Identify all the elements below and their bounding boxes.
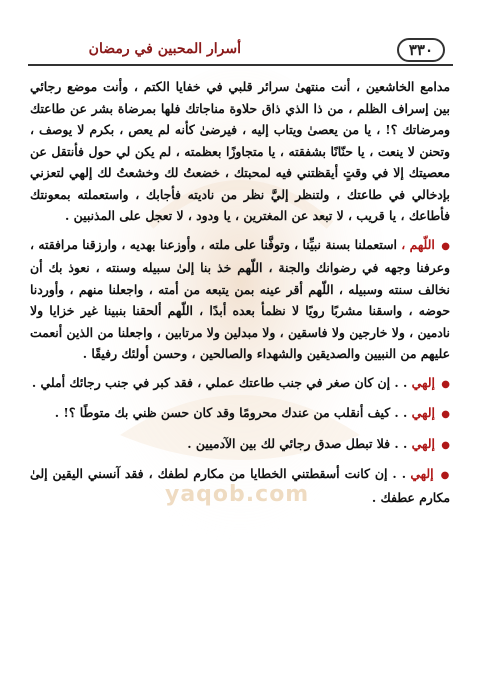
- invocation-item: [30, 463, 450, 508]
- dua-lead: اللّهم ،: [401, 236, 435, 252]
- invocation-text: . . إن كانت أسقطتني الخطايا من مكارم لطفك ، فقد آنسني اليقين إلىٰ مكارم عطفك .: [30, 466, 450, 505]
- invocation-text: . . كيف أنقلب من عندك محرومًا وقد كان حسن ظني بك متوطًا ؟! .: [54, 405, 412, 420]
- invocation-text: . . إن كان صغر في جنب طاعتك عملي ، فقد كبر في جنب رجائك أملي .: [31, 374, 412, 390]
- invocation-item: [30, 433, 450, 457]
- body-paragraph: مدامع الخاشعين ، أنت منتهىٰ سرائر قلبي في خفايا الكتم ، وأنت موضع رجائي بين إسراف الظلم ، من ذا الذي ذاق حلاوة مناجاتك فلها بمرضاة بشر عن طاعتك ومرضاتك ؟! ، يا من يعصىٰ ويتاب إليه ، فيرضىٰ كأنه لم يعص ، بكرم لا يوصف ، وتحنن لا ينعت ، يا حنّانًا بشفقته ، يا متجاوزًا بعظمته ، لم يكن لي حول فأنتقل عن معصيتك إلا في وقتٍ أيقظتني فيه لمحبتك ، خضعتُ لك وخشعتُ لك إلهي لتعزني بإدخالي في طاعتك ، ولتنظر إليَّ نظر من ناديته فأجابك ، واستعملته بمعونتك فأطاعك ، يا قريب ، لا تبعد عن المغترين ، يا ودود ، لا تعجل على المذنبين .: [30, 79, 450, 223]
- invocation-lead: إلهي: [411, 405, 435, 420]
- dua-text: استعملنا بسنة نبيِّنا ، وتوفَّنا على ملته ، وأوزعنا بهديه ، وارزقنا مرافقته ، وعرفنا وجهه في رضوانك والجنة ، اللّهم خذ بنا إلىٰ سبيله وسنته ، نعوذ بك أن نخالف سنته وسبيله ، اللّهم أقر عينه بمن يتبعه من أمته ، واجعلنا منهم ، وأوردنا حوضه ، واسقنا مشربًا رويًا لا نظمأ بعده أبدًا ، اللّهم ألحقنا بنبينا غير خزايا ولا نادمين ، ولا خارجين ولا فاسقين ، ولا مبدلين ولا مرتابين ، واجعلنا من الذين أنعمت عليهم من النبيين والصديقين والشهداء والصالحين ، وحسن أولئك رفيقًا .: [30, 236, 450, 361]
- invocation-text: . . فلا تبطل صدق رجائي لك بين الآدميين .: [187, 435, 412, 451]
- bullet-icon: ●: [441, 409, 450, 420]
- bullet-icon: ●: [441, 439, 450, 451]
- watermark-url: yaqob.com: [165, 482, 310, 507]
- running-title: أسرار المحبين في رمضان: [88, 41, 241, 57]
- page-number: ٣٣٠: [397, 38, 445, 62]
- invocation-lead: إلهي: [410, 466, 434, 481]
- invocation-item: [30, 402, 450, 426]
- page-header: [28, 36, 453, 70]
- dua-paragraph: [30, 234, 450, 365]
- invocation-item: [30, 372, 450, 396]
- invocation-lead: إلهي: [411, 435, 435, 451]
- invocation-lead: إلهي: [411, 374, 435, 390]
- bullet-icon: ●: [441, 240, 450, 252]
- header-rule: [28, 64, 453, 66]
- bullet-icon: ●: [440, 470, 450, 481]
- bullet-icon: ●: [441, 378, 450, 390]
- page-body: [30, 76, 450, 515]
